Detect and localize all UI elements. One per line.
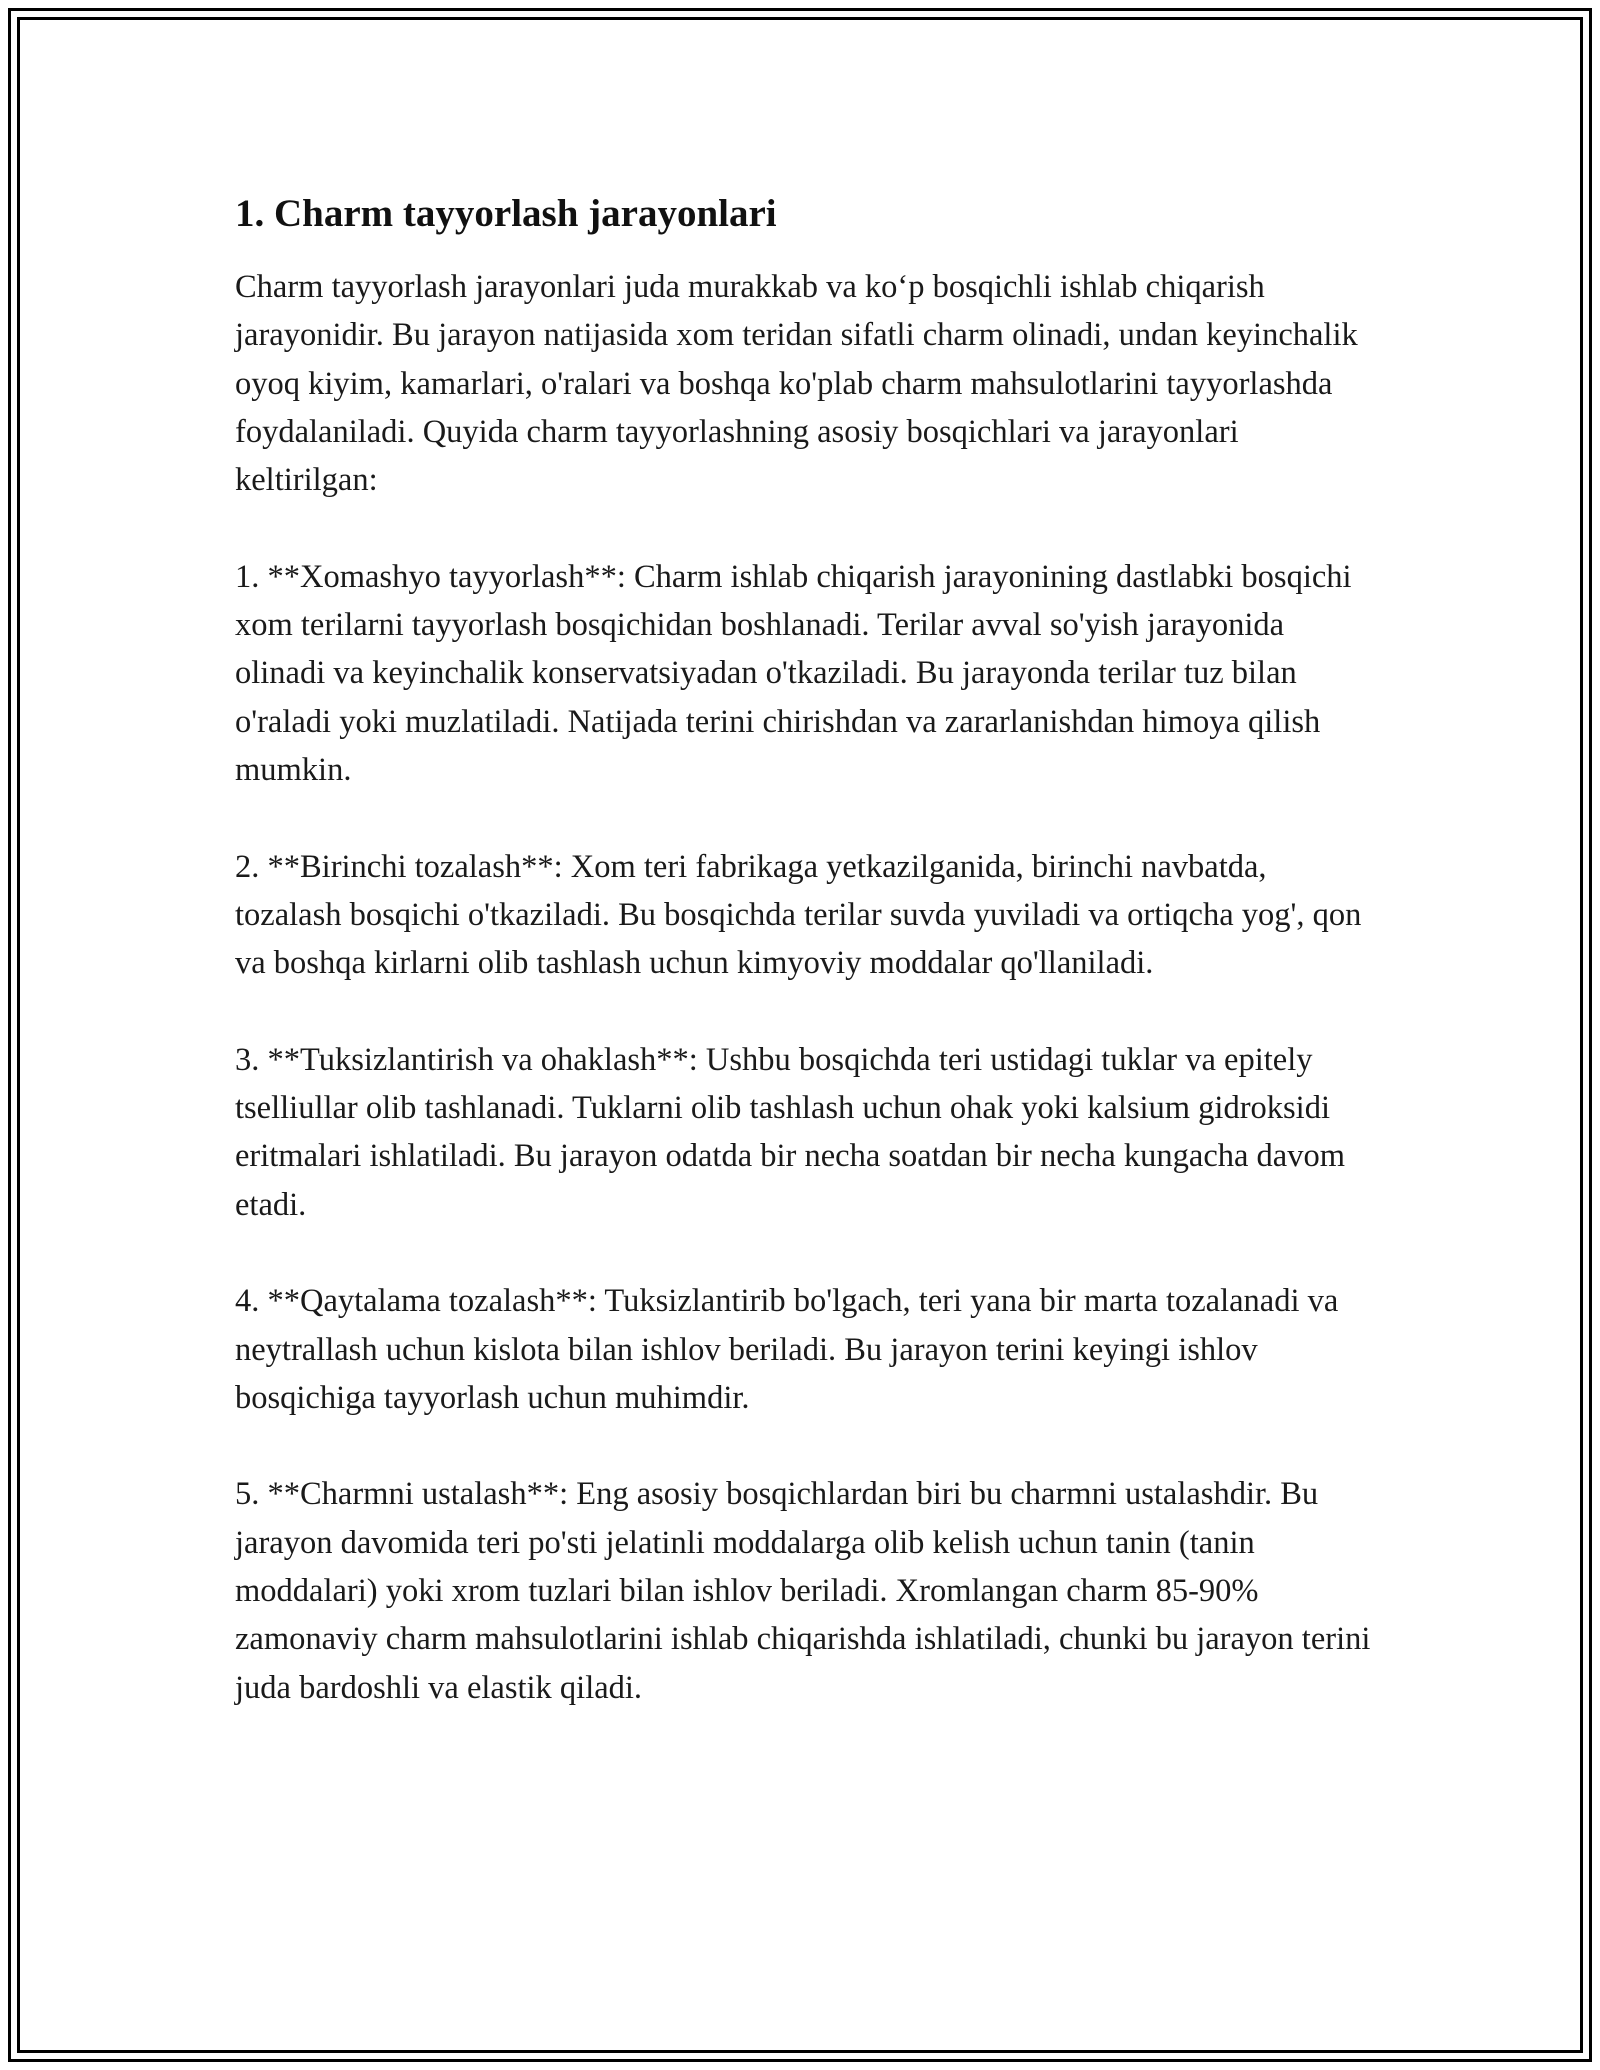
list-item-2: 2. **Birinchi tozalash**: Xom teri fabrikaga yetkazilganida, birinchi navbatda, tozalash bosqichi o'tkaziladi. Bu bosqichda terilar suvda yuviladi va ortiqcha yog', qon va boshqa kirlarni olib tashlash uchun kimyoviy moddalar qo'llaniladi. bbox=[235, 848, 1362, 982]
list-item-4: 4. **Qaytalama tozalash**: Tuksizlantirib bo'lgach, teri yana bir marta tozalanadi va neytrallash uchun kislota bilan ishlov beriladi. Bu jarayon terini keyingi ishlov bosqichiga tayyorlash uchun muhimdir. bbox=[235, 1283, 1339, 1416]
list-item-5: 5. **Charmni ustalash**: Eng asosiy bosqichlardan biri bu charmni ustalashdir. Bu jarayon davomida teri po'sti jelatinli moddalarga olib kelish uchun tanin (tanin moddalari) yoki xrom tuzlari bilan ishlov beriladi. Xromlangan charm 85-90% zamonaviy charm mahsulotlarini ishlab chiqarishda ishlatiladi, chunki bu jarayon terini juda bardoshli va elastik qiladi. bbox=[235, 1476, 1371, 1706]
list-item-1: 1. **Xomashyo tayyorlash**: Charm ishlab chiqarish jarayonining dastlabki bosqichi xom terilarni tayyorlash bosqichidan boshlanadi. Terilar avval so'yish jarayonida olinadi va keyinchalik konservatsiyadan o'tkaziladi. Bu jarayonda terilar tuz bilan o'raladi yoki muzlatiladi. Natijada terini chirishdan va zararlanishdan himoya qilish mumkin. bbox=[235, 558, 1352, 788]
document-body bbox=[235, 190, 1375, 1760]
intro-paragraph: Charm tayyorlash jarayonlari juda murakkab va koʻp bosqichli ishlab chiqarish jarayonidir. Bu jarayon natijasida xom teridan sifatli charm olinadi, undan keyinchalik oyoq kiyim, kamarlari, o'ralari va boshqa ko'plab charm mahsulotlarini tayyorlashda foydalaniladi. Quyida charm tayyorlashning asosiy bosqichlari va jarayonlari keltirilgan: bbox=[235, 269, 1358, 499]
page-title: 1. Charm tayyorlash jarayonlari bbox=[235, 192, 777, 235]
list-item-3: 3. **Tuksizlantirish va ohaklash**: Ushbu bosqichda teri ustidagi tuklar va epitely tselliullar olib tashlanadi. Tuklarni olib tashlash uchun ohak yoki kalsium gidroksidi eritmalari ishlatiladi. Bu jarayon odatda bir necha soatdan bir necha kungacha davom etadi. bbox=[235, 1041, 1346, 1223]
